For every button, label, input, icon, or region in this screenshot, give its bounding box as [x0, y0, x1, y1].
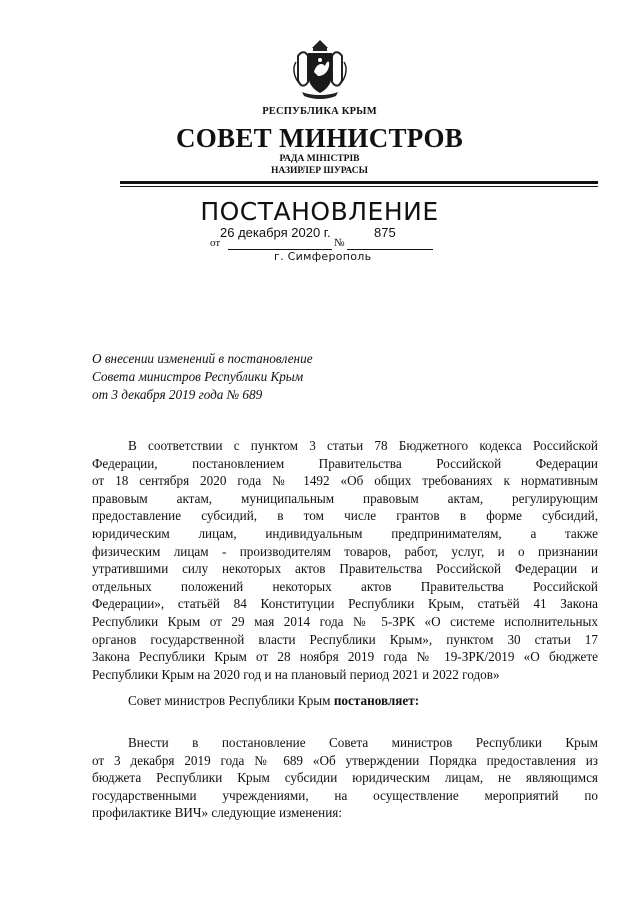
republic-name: РЕСПУБЛИКА КРЫМ: [262, 106, 377, 117]
paragraph-line: Внести в постановление Совета министров Республики Крым: [128, 735, 598, 750]
header-divider-thin: [120, 186, 598, 187]
subject-line: от 3 декабря 2019 года № 689: [92, 387, 263, 402]
paragraph-line: Федерации, постановлением Правительства Российской Федерации: [92, 455, 598, 471]
paragraph-line: предоставление субсидий, в том числе грантов в форме субсидий,: [92, 508, 598, 524]
date-label: от: [210, 237, 221, 249]
paragraph-line: В соответствии с пунктом 3 статьи 78 Бюджетного кодекса Российской: [128, 438, 598, 453]
decree-number-handwritten: 875: [374, 225, 396, 240]
resolves-line: [128, 693, 419, 709]
paragraph-line: юридическим лицам, индивидуальным предпринимателям, а также: [92, 525, 598, 541]
council-of-ministers-title: СОВЕТ МИНИСТРОВ: [175, 123, 464, 153]
decree-date-handwritten: 26 декабря 2020 г.: [220, 225, 331, 240]
resolves-text: Совет министров Республики Крым: [128, 693, 334, 708]
amendment-paragraph: [92, 734, 598, 822]
paragraph-line: Республики Крым от 29 мая 2014 года № 5-ЗРК «О системе исполнительных: [92, 613, 598, 629]
coat-of-arms-emblem: [292, 38, 348, 102]
paragraph-line: от 18 сентября 2020 года № 1492 «Об общих требованиях к нормативным: [92, 473, 598, 489]
paragraph-line: от 3 декабря 2019 года № 689 «Об утверждении Порядка предоставления из: [92, 752, 598, 768]
city-label: г. Симферополь: [274, 250, 372, 263]
header-divider-thick: [120, 181, 598, 184]
paragraph-line: Закона Республики Крым от 28 ноября 2019 года № 19-ЗРК/2019 «О бюджете: [92, 649, 598, 665]
paragraph-line: профилактике ВИЧ» следующие изменения:: [92, 805, 343, 821]
council-name-crimean-tatar: НАЗИРЛЕР ШУРАСЫ: [271, 166, 368, 176]
paragraph-line: физическим лицам - производителям товаров, работ, услуг, и о признании: [92, 543, 598, 559]
subject-line: Совета министров Республики Крым: [92, 369, 304, 384]
paragraph-line: отдельных положений некоторых актов Правительства Российской: [92, 578, 598, 594]
council-name-ukrainian: РАДА МІНІСТРІВ: [279, 154, 360, 164]
paragraph-line: утратившими силу некоторых актов Правительства Российской Федерации и: [92, 561, 598, 577]
resolves-keyword: постановляет:: [333, 693, 420, 708]
paragraph-line: государственными учреждениями, на осуществление мероприятий по: [92, 787, 598, 803]
decree-subject: [92, 350, 392, 404]
paragraph-line: правовым актам, муниципальным правовым актам, регулирующим: [92, 490, 598, 506]
paragraph-line: органов государственной власти Республики Крым», пунктом 30 статьи 17: [92, 631, 598, 647]
number-label: №: [334, 237, 345, 249]
paragraph-line: бюджета Республики Крым субсидии юридическим лицам, не являющимся: [92, 770, 598, 786]
subject-line: О внесении изменений в постановление: [92, 351, 313, 366]
paragraph-line: Федерации», статьёй 84 Конституции Республики Крым, статьёй 41 Закона: [92, 596, 598, 612]
preamble-paragraph: [92, 437, 598, 683]
paragraph-line: Республики Крым на 2020 год и на плановый период 2021 и 2022 годов»: [92, 666, 500, 682]
decree-title: ПОСТАНОВЛЕНИЕ: [200, 197, 439, 226]
